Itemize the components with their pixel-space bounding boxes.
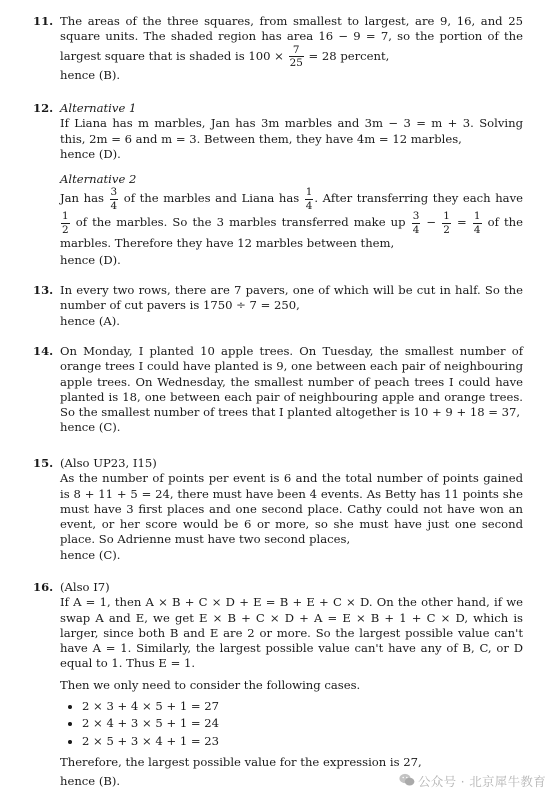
solution-text: As the number of points per event is 6 and the total number of points gained is 8 + 11 + 5 = 24, there must have been 4 events. As Betty has 11 points she must have 3 first places and one second place. Cathy could not have won an event, or her score would be 6 or more, so she must have just one second place. So Adrienne must have two second places, <box>60 471 523 547</box>
solution-text: If A = 1, then A × B + C × D + E = B + E + C × D. On the other hand, if we swap A and E, we get E × B + C × D + A = E × B + 1 + C × D, which is larger, since both B and E are 2 or more. So the largest possible value can't have A = 1. Similarly, the largest possible value can't have any of B, C, or D equal to 1. Thus E = 1. <box>60 595 523 671</box>
fraction: $\frac{1}{2}$ <box>62 210 69 236</box>
solution-text: If Liana has m marbles, Jan has 3m marbles and 3m − 3 = m + 3. Solving this, 2m = 6 and m = 3. Between them, they have 4m = 12 marbles, <box>60 116 523 146</box>
question-15 <box>33 456 523 563</box>
fraction: $\frac{7}{25}$ <box>289 43 303 69</box>
fraction: $\frac{3}{4}$ <box>412 210 420 236</box>
cross-reference: (Also UP23, I15) <box>60 456 157 470</box>
question-number: 11. <box>33 14 54 28</box>
question-16 <box>33 580 523 790</box>
question-14 <box>33 344 523 436</box>
question-number: 13. <box>33 283 54 297</box>
answer-line: hence (C). <box>60 420 121 435</box>
solution-text: In every two rows, there are 7 pavers, one of which will be cut in half. So the number of cut pavers is 1750 ÷ 7 = 250, <box>60 283 523 313</box>
answer-line: hence (C). <box>60 547 121 562</box>
answer-line: hence (B). <box>60 774 121 789</box>
cross-reference: (Also I7) <box>60 580 110 594</box>
solution-text: The areas of the three squares, from smallest to largest, are 9, 16, and 25 square units. The shaded region has area 16 − 9 = 7, so the portion of the largest square that is shaded is 100 × $\frac{7}{25}$ = 28 percent, <box>60 14 523 69</box>
answer-line: hence (D). <box>60 146 121 161</box>
question-number: 14. <box>33 344 54 358</box>
answer-line: hence (D). <box>60 253 121 268</box>
case-item: • 2 × 3 + 4 × 5 + 1 = 27 <box>82 699 523 714</box>
case-item: • 2 × 4 + 3 × 5 + 1 = 24 <box>82 716 523 731</box>
solution-text: Jan has $\frac{3}{4}$ of the marbles and Liana has $\frac{1}{4}$ . After transferring they each have $\frac{1}{2}$ of the marbles. So the 3 marbles transferred make up $\frac{3}{4}$ − $\frac{1}{2}$ = $\frac{1}{4}$ of the marbles. Therefore they have 12 marbles between them, <box>60 186 523 251</box>
solution-text: Therefore, the largest possible value for the expression is 27, <box>60 754 422 769</box>
watermark <box>399 773 546 792</box>
answer-line: hence (B). <box>60 68 121 83</box>
alternative-title: Alternative 2 <box>60 172 137 187</box>
fraction: $\frac{1}{4}$ <box>305 186 313 212</box>
alternative-title: Alternative 1 <box>60 101 137 115</box>
question-11 <box>33 14 523 84</box>
fraction: $\frac{3}{4}$ <box>110 186 118 212</box>
solution-text: Then we only need to consider the following cases. <box>60 677 361 692</box>
answer-line: hence (A). <box>60 313 120 328</box>
fraction: $\frac{1}{2}$ <box>443 210 450 236</box>
question-number: 15. <box>33 456 54 470</box>
question-number: 12. <box>33 101 54 115</box>
solution-text: On Monday, I planted 10 apple trees. On Tuesday, the smallest number of orange trees I could have planted is 9, one between each pair of neighbouring apple trees. On Wednesday, the smallest number of peach trees I could have planted is 18, one between each pair of neighbouring apple and orange trees. So the smallest number of trees that I planted altogether is 10 + 9 + 18 = 37, <box>60 344 523 420</box>
fraction: $\frac{1}{4}$ <box>473 210 481 236</box>
case-item: • 2 × 5 + 3 × 4 + 1 = 23 <box>82 734 523 749</box>
watermark-text: 公众号 · 北京犀牛教育 <box>417 773 546 789</box>
question-12 <box>33 101 523 268</box>
question-number: 16. <box>33 580 54 594</box>
wechat-icon <box>399 773 415 792</box>
question-13 <box>33 283 523 329</box>
case-list <box>60 699 523 749</box>
